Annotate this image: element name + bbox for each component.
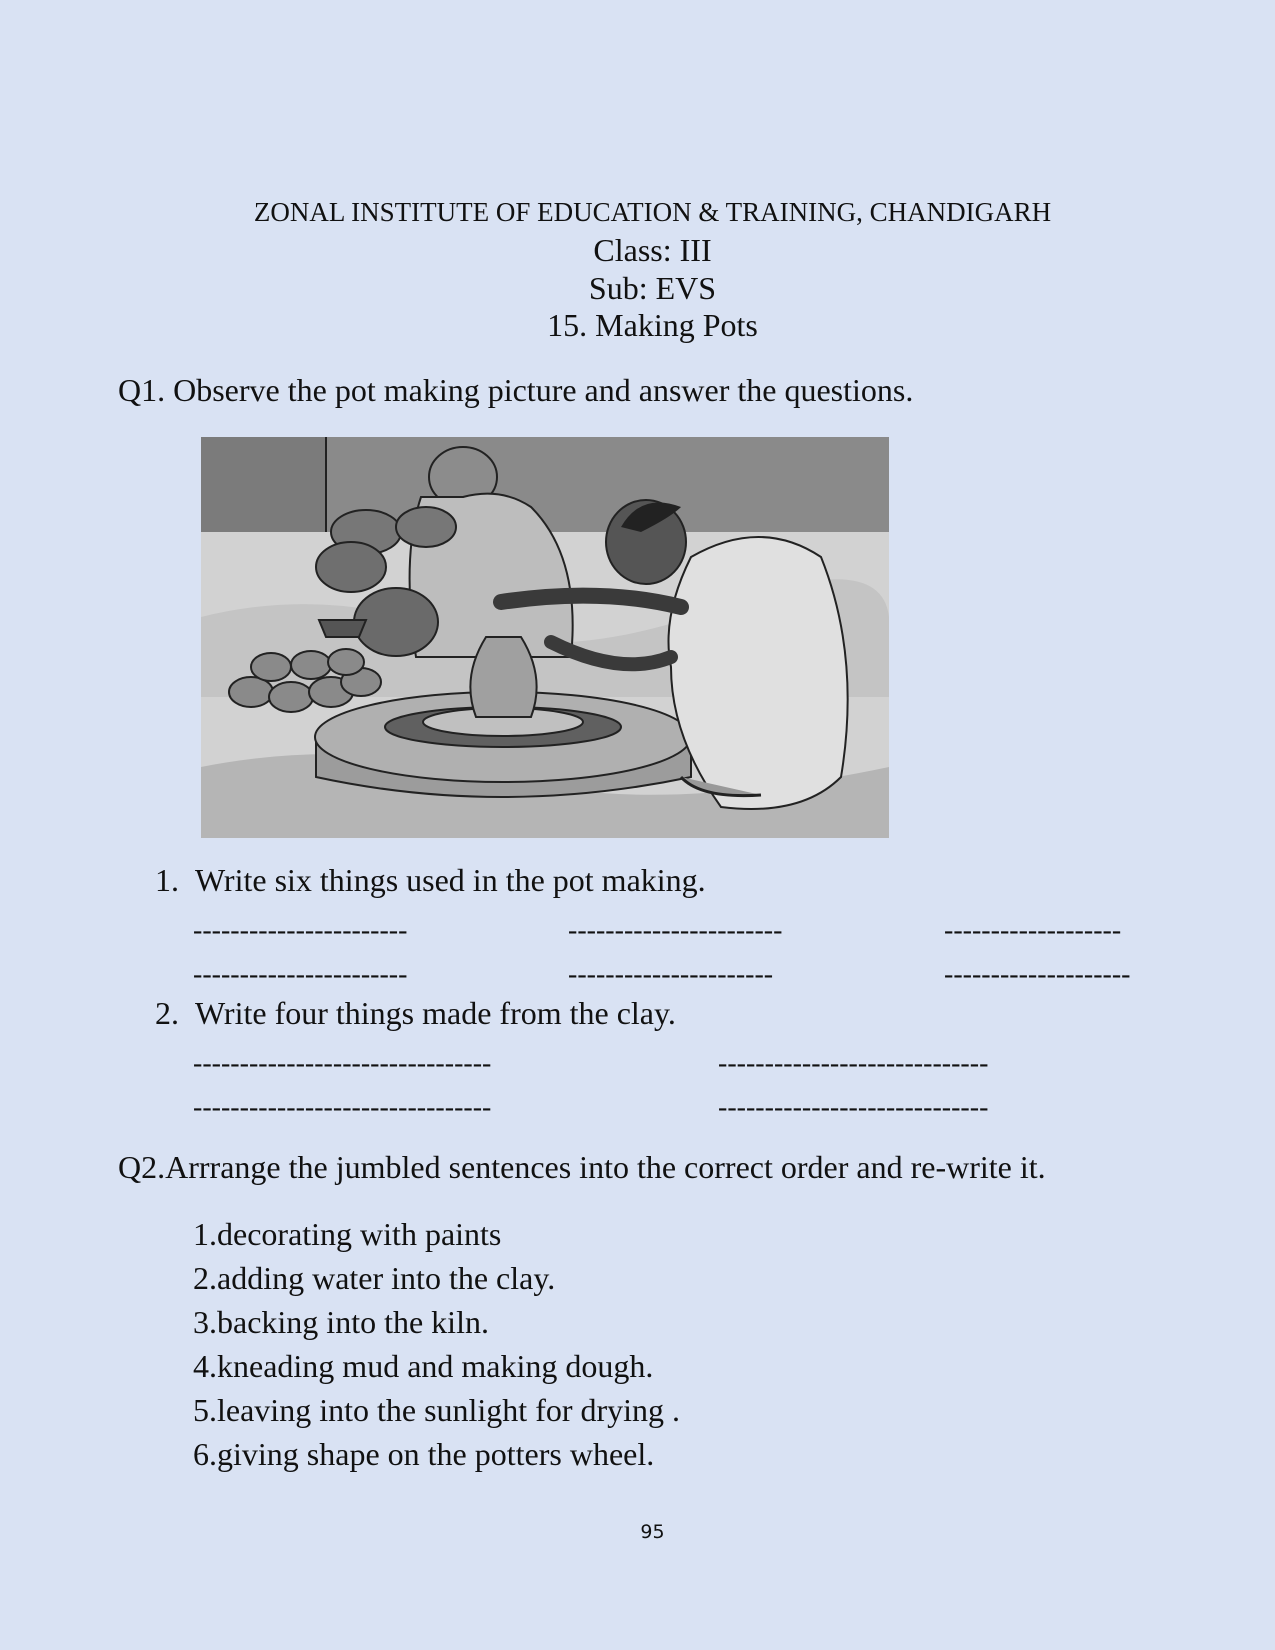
jumbled-sentence: 2.adding water into the clay. [193, 1260, 556, 1296]
subquestion-1-number: 1. [155, 862, 179, 898]
institute-name: ZONAL INSTITUTE OF EDUCATION & TRAINING, CHANDIGARH [253, 197, 1052, 227]
answer-blank[interactable]: ----------------------- [193, 959, 408, 990]
question-2-title: Q2.Arrrange the jumbled sentences into the correct order and re-write it. [118, 1149, 1046, 1185]
answer-blank[interactable]: ----------------------- [568, 915, 783, 946]
answer-blank[interactable]: -------------------- [944, 959, 1131, 990]
subquestion-2-number: 2. [155, 995, 179, 1031]
question-1-title: Q1. Observe the pot making picture and answer the questions. [118, 372, 914, 408]
jumbled-sentence: 3.backing into the kiln. [193, 1304, 489, 1340]
jumbled-sentence: 4.kneading mud and making dough. [193, 1348, 654, 1384]
answer-blank[interactable]: ---------------------- [568, 959, 774, 990]
answer-blank[interactable]: ----------------------- [193, 915, 408, 946]
subquestion-1 [155, 862, 706, 899]
chapter-title: 15. Making Pots [547, 307, 758, 343]
jumbled-sentence: 6.giving shape on the potters wheel. [193, 1436, 655, 1472]
subject-label: Sub: EVS [588, 270, 717, 306]
class-label: Class: III [593, 232, 712, 268]
answer-blank[interactable]: ----------------------------- [718, 1092, 989, 1123]
pot-making-illustration [201, 437, 889, 838]
jumbled-sentence: 5.leaving into the sunlight for drying . [193, 1392, 681, 1428]
answer-blank[interactable]: -------------------------------- [193, 1048, 492, 1079]
answer-blank[interactable]: -------------------------------- [193, 1092, 492, 1123]
answer-blank[interactable]: ----------------------------- [718, 1048, 989, 1079]
page-number: 95 [640, 1521, 665, 1543]
subquestion-1-text: Write six things used in the pot making. [195, 862, 706, 898]
subquestion-2-text: Write four things made from the clay. [195, 995, 676, 1031]
jumbled-sentence: 1.decorating with paints [193, 1216, 502, 1252]
answer-blank[interactable]: ------------------- [944, 915, 1122, 946]
subquestion-2 [155, 995, 676, 1032]
